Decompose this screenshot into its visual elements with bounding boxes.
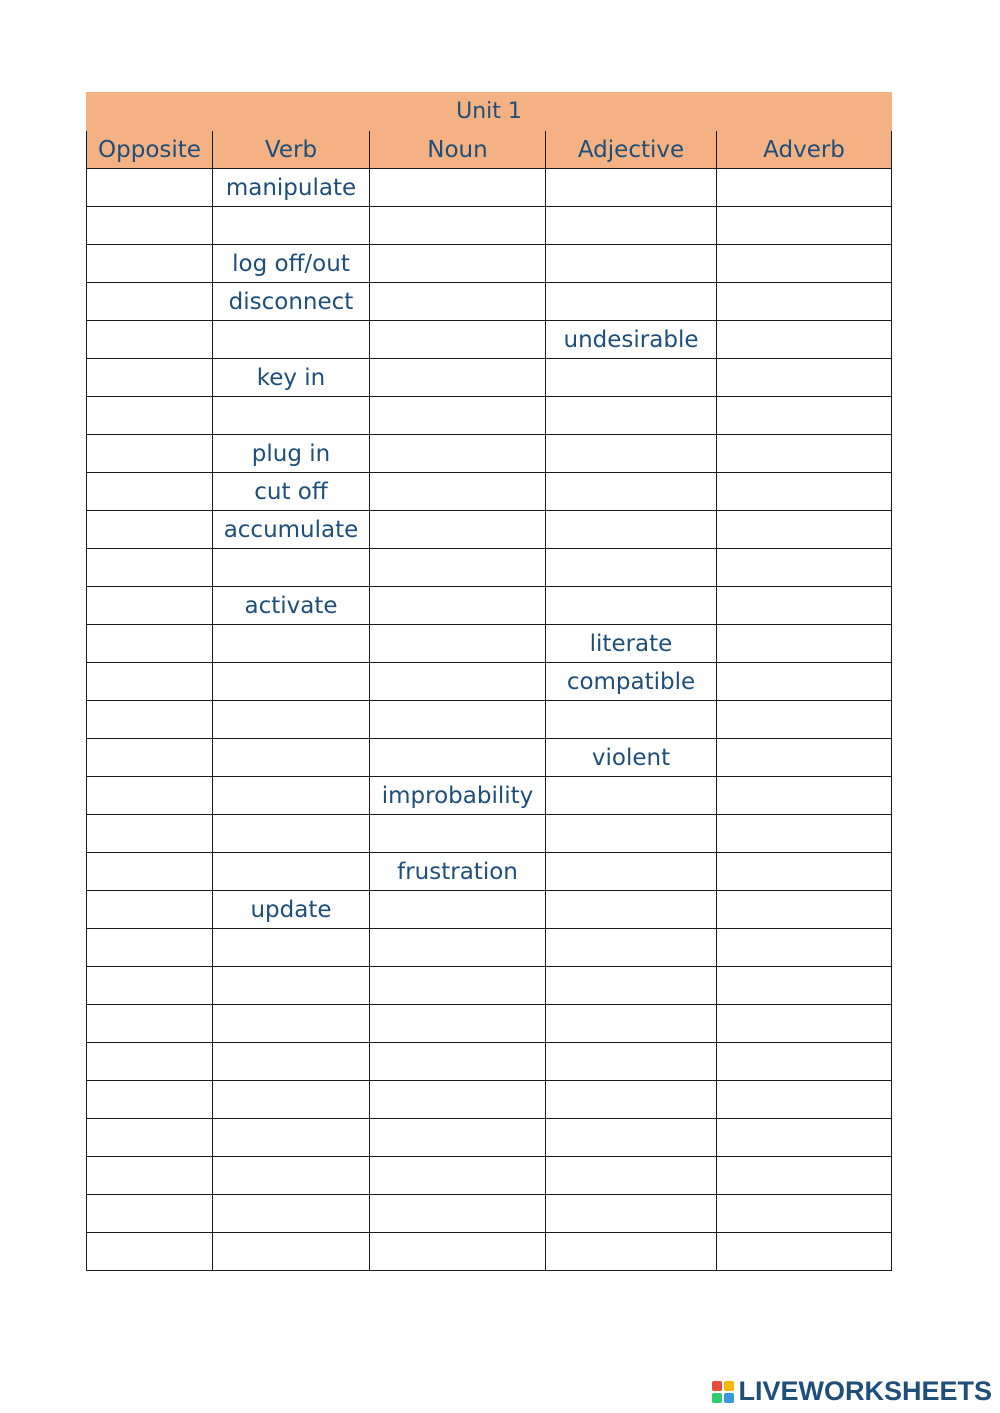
cell-noun[interactable] <box>370 169 546 207</box>
cell-verb[interactable] <box>213 625 370 663</box>
cell-adverb[interactable] <box>717 473 892 511</box>
table-row <box>87 245 892 283</box>
table-row <box>87 853 892 891</box>
table-row <box>87 1195 892 1233</box>
cell-opposite[interactable] <box>87 625 213 663</box>
cell-adjective[interactable] <box>546 891 717 929</box>
cell-verb: cut off <box>213 473 370 511</box>
cell-opposite[interactable] <box>87 1043 213 1081</box>
cell-adverb[interactable] <box>717 245 892 283</box>
cell-adjective[interactable] <box>546 1005 717 1043</box>
cell-opposite[interactable] <box>87 245 213 283</box>
table-row <box>87 549 892 587</box>
column-header-opposite: Opposite <box>87 131 213 169</box>
worksheet-table <box>86 92 892 1271</box>
cell-opposite[interactable] <box>87 1005 213 1043</box>
cell-adjective[interactable] <box>546 397 717 435</box>
cell-adverb[interactable] <box>717 967 892 1005</box>
cell-opposite[interactable] <box>87 473 213 511</box>
cell-noun[interactable] <box>370 701 546 739</box>
table-row <box>87 739 892 777</box>
cell-adjective[interactable] <box>546 1233 717 1271</box>
cell-adjective[interactable] <box>546 929 717 967</box>
table-row <box>87 815 892 853</box>
cell-opposite[interactable] <box>87 587 213 625</box>
cell-opposite[interactable] <box>87 1157 213 1195</box>
cell-noun[interactable] <box>370 283 546 321</box>
cell-verb[interactable] <box>213 1195 370 1233</box>
cell-adjective: undesirable <box>546 321 717 359</box>
table-row <box>87 473 892 511</box>
liveworksheets-logo-icon <box>712 1381 734 1403</box>
cell-verb[interactable] <box>213 1233 370 1271</box>
cell-verb: key in <box>213 359 370 397</box>
cell-adverb[interactable] <box>717 1195 892 1233</box>
cell-noun: frustration <box>370 853 546 891</box>
cell-verb[interactable] <box>213 701 370 739</box>
liveworksheets-logo <box>712 1376 992 1407</box>
table-row <box>87 1157 892 1195</box>
cell-adjective[interactable] <box>546 359 717 397</box>
table-row <box>87 435 892 473</box>
worksheet-body <box>87 169 892 1271</box>
table-row <box>87 1005 892 1043</box>
table-row <box>87 891 892 929</box>
cell-adjective[interactable] <box>546 777 717 815</box>
column-header-verb: Verb <box>213 131 370 169</box>
cell-adverb[interactable] <box>717 207 892 245</box>
cell-noun[interactable] <box>370 359 546 397</box>
cell-adjective[interactable] <box>546 245 717 283</box>
cell-adjective[interactable] <box>546 169 717 207</box>
cell-verb[interactable] <box>213 967 370 1005</box>
cell-opposite[interactable] <box>87 169 213 207</box>
cell-adjective[interactable] <box>546 1081 717 1119</box>
cell-opposite[interactable] <box>87 777 213 815</box>
cell-opposite[interactable] <box>87 397 213 435</box>
cell-adjective[interactable] <box>546 1043 717 1081</box>
cell-opposite[interactable] <box>87 853 213 891</box>
cell-opposite[interactable] <box>87 321 213 359</box>
cell-verb[interactable] <box>213 207 370 245</box>
cell-opposite[interactable] <box>87 815 213 853</box>
cell-adverb[interactable] <box>717 283 892 321</box>
cell-verb[interactable] <box>213 929 370 967</box>
cell-adverb[interactable] <box>717 169 892 207</box>
cell-noun[interactable] <box>370 967 546 1005</box>
table-row <box>87 587 892 625</box>
cell-adverb[interactable] <box>717 1233 892 1271</box>
cell-adverb[interactable] <box>717 701 892 739</box>
cell-adverb[interactable] <box>717 891 892 929</box>
cell-opposite[interactable] <box>87 1233 213 1271</box>
cell-adjective: compatible <box>546 663 717 701</box>
cell-adverb[interactable] <box>717 663 892 701</box>
cell-adjective: violent <box>546 739 717 777</box>
table-row <box>87 321 892 359</box>
cell-verb[interactable] <box>213 1157 370 1195</box>
cell-opposite[interactable] <box>87 739 213 777</box>
cell-adjective[interactable] <box>546 473 717 511</box>
cell-verb: activate <box>213 587 370 625</box>
cell-verb[interactable] <box>213 1081 370 1119</box>
column-header-adjective: Adjective <box>546 131 717 169</box>
cell-noun[interactable] <box>370 1195 546 1233</box>
cell-noun[interactable] <box>370 587 546 625</box>
cell-noun[interactable] <box>370 245 546 283</box>
cell-verb[interactable] <box>213 1043 370 1081</box>
cell-opposite[interactable] <box>87 207 213 245</box>
cell-adverb[interactable] <box>717 397 892 435</box>
cell-adverb[interactable] <box>717 929 892 967</box>
cell-opposite[interactable] <box>87 511 213 549</box>
cell-verb[interactable] <box>213 777 370 815</box>
table-row <box>87 701 892 739</box>
cell-noun[interactable] <box>370 473 546 511</box>
cell-adjective[interactable] <box>546 701 717 739</box>
cell-adverb[interactable] <box>717 815 892 853</box>
cell-verb[interactable] <box>213 1119 370 1157</box>
cell-opposite[interactable] <box>87 1195 213 1233</box>
cell-adverb[interactable] <box>717 549 892 587</box>
cell-adverb[interactable] <box>717 625 892 663</box>
cell-noun[interactable] <box>370 321 546 359</box>
cell-adjective[interactable] <box>546 815 717 853</box>
cell-noun[interactable] <box>370 1119 546 1157</box>
cell-noun: improbability <box>370 777 546 815</box>
cell-adjective[interactable] <box>546 967 717 1005</box>
cell-adverb[interactable] <box>717 1157 892 1195</box>
table-row <box>87 777 892 815</box>
cell-adverb[interactable] <box>717 1005 892 1043</box>
cell-verb: disconnect <box>213 283 370 321</box>
cell-adjective[interactable] <box>546 587 717 625</box>
cell-noun[interactable] <box>370 1005 546 1043</box>
table-row <box>87 207 892 245</box>
cell-adverb[interactable] <box>717 739 892 777</box>
column-header-adverb: Adverb <box>717 131 892 169</box>
column-header-row <box>87 131 892 169</box>
cell-adverb[interactable] <box>717 321 892 359</box>
cell-noun[interactable] <box>370 815 546 853</box>
cell-verb[interactable] <box>213 1005 370 1043</box>
cell-adverb[interactable] <box>717 1043 892 1081</box>
table-row <box>87 625 892 663</box>
cell-opposite[interactable] <box>87 929 213 967</box>
cell-verb[interactable] <box>213 739 370 777</box>
cell-adverb[interactable] <box>717 1119 892 1157</box>
cell-opposite[interactable] <box>87 1119 213 1157</box>
cell-adverb[interactable] <box>717 587 892 625</box>
cell-opposite[interactable] <box>87 701 213 739</box>
cell-opposite[interactable] <box>87 1081 213 1119</box>
cell-verb[interactable] <box>213 397 370 435</box>
cell-verb[interactable] <box>213 549 370 587</box>
cell-opposite[interactable] <box>87 891 213 929</box>
cell-adverb[interactable] <box>717 853 892 891</box>
table-row <box>87 967 892 1005</box>
cell-verb[interactable] <box>213 321 370 359</box>
cell-noun[interactable] <box>370 929 546 967</box>
table-row <box>87 1081 892 1119</box>
table-row <box>87 511 892 549</box>
cell-verb: log off/out <box>213 245 370 283</box>
cell-opposite[interactable] <box>87 967 213 1005</box>
cell-adjective[interactable] <box>546 1119 717 1157</box>
cell-adverb[interactable] <box>717 511 892 549</box>
cell-verb[interactable] <box>213 853 370 891</box>
cell-verb[interactable] <box>213 663 370 701</box>
unit-title: Unit 1 <box>87 93 892 131</box>
table-row <box>87 663 892 701</box>
cell-opposite[interactable] <box>87 283 213 321</box>
cell-opposite[interactable] <box>87 435 213 473</box>
cell-adjective[interactable] <box>546 549 717 587</box>
cell-opposite[interactable] <box>87 359 213 397</box>
table-row <box>87 1233 892 1271</box>
cell-adjective[interactable] <box>546 1195 717 1233</box>
cell-adjective[interactable] <box>546 853 717 891</box>
table-row <box>87 359 892 397</box>
cell-verb: manipulate <box>213 169 370 207</box>
unit-title-row <box>87 93 892 131</box>
cell-adverb[interactable] <box>717 359 892 397</box>
column-header-noun: Noun <box>370 131 546 169</box>
cell-adjective[interactable] <box>546 207 717 245</box>
table-row <box>87 397 892 435</box>
cell-noun[interactable] <box>370 663 546 701</box>
cell-noun[interactable] <box>370 625 546 663</box>
cell-opposite[interactable] <box>87 663 213 701</box>
cell-noun[interactable] <box>370 739 546 777</box>
cell-verb[interactable] <box>213 815 370 853</box>
cell-verb: plug in <box>213 435 370 473</box>
cell-noun[interactable] <box>370 435 546 473</box>
cell-noun[interactable] <box>370 397 546 435</box>
cell-noun[interactable] <box>370 511 546 549</box>
cell-adjective: literate <box>546 625 717 663</box>
cell-noun[interactable] <box>370 1157 546 1195</box>
cell-verb: update <box>213 891 370 929</box>
cell-adverb[interactable] <box>717 1081 892 1119</box>
cell-adjective[interactable] <box>546 435 717 473</box>
table-row <box>87 1119 892 1157</box>
cell-adjective[interactable] <box>546 511 717 549</box>
cell-noun[interactable] <box>370 891 546 929</box>
table-row <box>87 929 892 967</box>
cell-verb: accumulate <box>213 511 370 549</box>
cell-noun[interactable] <box>370 1081 546 1119</box>
cell-adverb[interactable] <box>717 435 892 473</box>
table-row <box>87 283 892 321</box>
table-row <box>87 1043 892 1081</box>
cell-adjective[interactable] <box>546 283 717 321</box>
table-row <box>87 169 892 207</box>
cell-noun[interactable] <box>370 1233 546 1271</box>
cell-opposite[interactable] <box>87 549 213 587</box>
cell-noun[interactable] <box>370 1043 546 1081</box>
cell-adverb[interactable] <box>717 777 892 815</box>
cell-adjective[interactable] <box>546 1157 717 1195</box>
cell-noun[interactable] <box>370 549 546 587</box>
cell-noun[interactable] <box>370 207 546 245</box>
logo-text: LIVEWORKSHEETS <box>738 1376 992 1406</box>
